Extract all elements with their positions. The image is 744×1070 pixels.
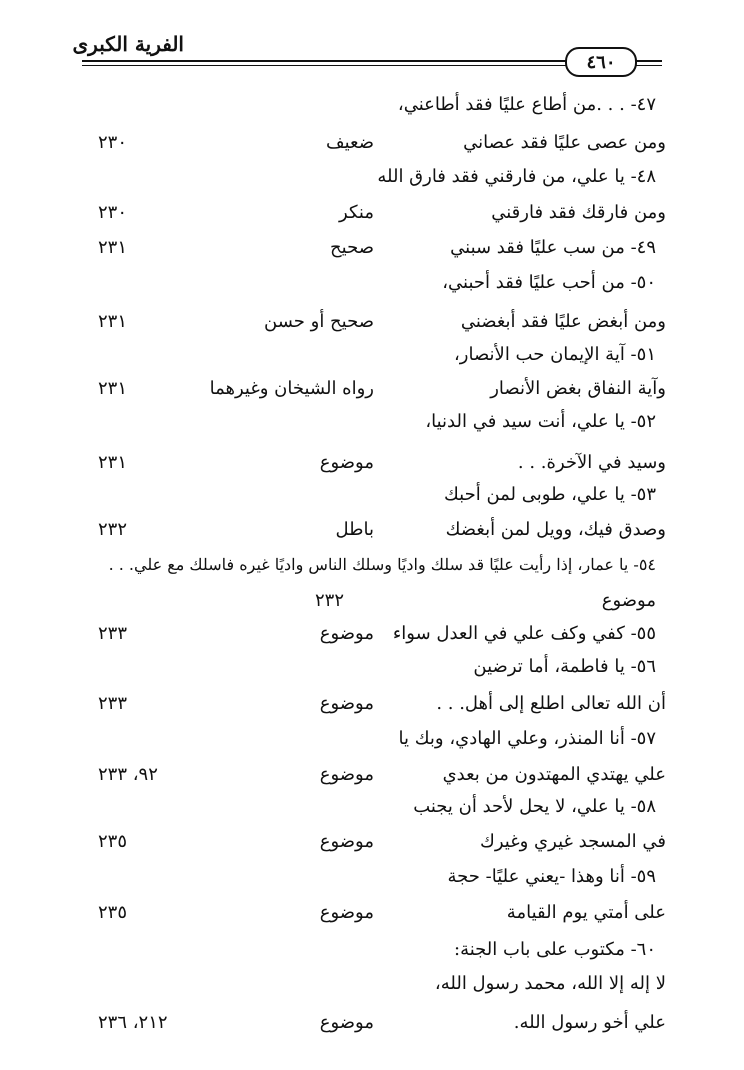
entry-line — [0, 790, 744, 824]
entry-line — [0, 126, 744, 160]
entry-text: ٥٥- كفي وكف علي في العدل سواء — [392, 623, 656, 644]
entry-line — [0, 860, 744, 894]
entry-grade: موضوع — [319, 1012, 374, 1033]
entry-page-ref: ٢٣٣ — [98, 693, 128, 714]
entry-page-ref: ٢٣١ — [98, 311, 128, 332]
entry-line — [0, 513, 744, 547]
entry-page-ref: ٢٣٢ — [98, 519, 128, 540]
entry-text: ٥٦- يا فاطمة، أما ترضين — [473, 656, 656, 677]
entry-text: على أمتي يوم القيامة — [506, 902, 666, 923]
entry-line — [0, 825, 744, 859]
entry-page-ref: ٢٣٣ — [98, 623, 128, 644]
entry-page-ref: ٢٣٠ — [98, 132, 128, 153]
entry-line — [0, 650, 744, 684]
entry-grade: موضوع — [319, 623, 374, 644]
entry-line — [0, 446, 744, 480]
entry-grade: موضوع — [319, 452, 374, 473]
entry-text: في المسجد غيري وغيرك — [480, 831, 666, 852]
entry-line — [0, 160, 744, 194]
entry-page-ref: ٢٣٥ — [98, 831, 128, 852]
entry-grade: موضوع — [319, 902, 374, 923]
entry-text: وصدق فيك، وويل لمن أبغضك — [445, 519, 666, 540]
entry-text: ٥٩- أنا وهذا -يعني عليًا- حجة — [447, 866, 656, 887]
entry-line — [0, 338, 744, 372]
entry-line — [0, 196, 744, 230]
entry-text: ٥٠- من أحب عليًا فقد أحبني، — [442, 272, 656, 293]
entry-line — [0, 405, 744, 439]
entry-grade: موضوع — [319, 764, 374, 785]
entry-page-ref: ٢١٢، ٢٣٦ — [98, 1012, 168, 1033]
entry-text: ومن أبغض عليًا فقد أبغضني — [460, 311, 666, 332]
entry-text: علي أخو رسول الله. — [513, 1012, 666, 1033]
entry-line — [0, 896, 744, 930]
entry-text: ٥٧- أنا المنذر، وعلي الهادي، وبك يا — [398, 728, 656, 749]
entry-text: وآية النفاق بغض الأنصار — [490, 378, 666, 399]
entry-text: ٥٤- يا عمار، إذا رأيت عليًا قد سلك واديًا وسلك الناس واديًا غيره فاسلك مع علي. . . — [108, 555, 656, 574]
entry-text: وسيد في الآخرة. . . — [517, 452, 666, 473]
running-header-title: الفرية الكبرى — [72, 32, 184, 56]
entry-grade: صحيح أو حسن — [264, 311, 374, 332]
entry-text: أن الله تعالى اطلع إلى أهل. . . — [436, 693, 666, 714]
entry-page-ref: ٢٣١ — [98, 378, 128, 399]
entry-line — [0, 231, 744, 265]
entry-text: ٦٠- مكتوب على باب الجنة: — [454, 939, 656, 960]
entry-grade: باطل — [335, 519, 374, 540]
entry-line — [0, 1006, 744, 1040]
entry-text: ٥٣- يا علي، طوبى لمن أحبك — [444, 484, 656, 505]
entry-grade: منكر — [339, 202, 374, 223]
entry-text: ٥٨- يا علي، لا يحل لأحد أن يجنب — [413, 796, 656, 817]
entry-page-ref: ٢٣٢ — [315, 590, 345, 611]
entry-line — [0, 722, 744, 756]
entry-line — [0, 967, 744, 1001]
entry-text: ومن فارقك فقد فارقني — [491, 202, 666, 223]
entry-line — [0, 266, 744, 300]
entry-grade: موضوع — [319, 693, 374, 714]
entry-text: موضوع — [601, 590, 656, 611]
entry-text: ٥١- آية الإيمان حب الأنصار، — [453, 344, 656, 365]
entry-page-ref: ٢٣٥ — [98, 902, 128, 923]
entry-grade: موضوع — [319, 831, 374, 852]
entry-page-ref: ٢٣١ — [98, 237, 128, 258]
entry-line — [0, 758, 744, 792]
entry-grade: ضعيف — [325, 132, 374, 153]
entry-line — [0, 478, 744, 512]
entry-text: علي يهتدي المهتدون من بعدي — [442, 764, 666, 785]
entry-text: ٥٢- يا علي، أنت سيد في الدنيا، — [425, 411, 656, 432]
entry-line — [0, 305, 744, 339]
entry-text: لا إله إلا الله، محمد رسول الله، — [434, 973, 666, 994]
entry-line — [0, 584, 744, 618]
entry-text: ٤٧- . . .من أطاع عليًا فقد أطاعني، — [397, 94, 656, 115]
entry-grade: صحيح — [330, 237, 374, 258]
entry-line — [0, 548, 744, 582]
entry-text: ٤٩- من سب عليًا فقد سبني — [450, 237, 656, 258]
entry-grade: رواه الشيخان وغيرهما — [209, 378, 374, 399]
page-number: ٤٦٠ — [565, 47, 637, 77]
entry-line — [0, 88, 744, 122]
entry-line — [0, 372, 744, 406]
entry-text: ٤٨- يا علي، من فارقني فقد فارق الله — [377, 166, 656, 187]
entry-page-ref: ٢٣٠ — [98, 202, 128, 223]
entry-line — [0, 687, 744, 721]
entry-line — [0, 617, 744, 651]
entry-line — [0, 933, 744, 967]
entry-page-ref: ٢٣١ — [98, 452, 128, 473]
entry-page-ref: ٩٢، ٢٣٣ — [98, 764, 158, 785]
entry-text: ومن عصى عليًا فقد عصاني — [463, 132, 666, 153]
